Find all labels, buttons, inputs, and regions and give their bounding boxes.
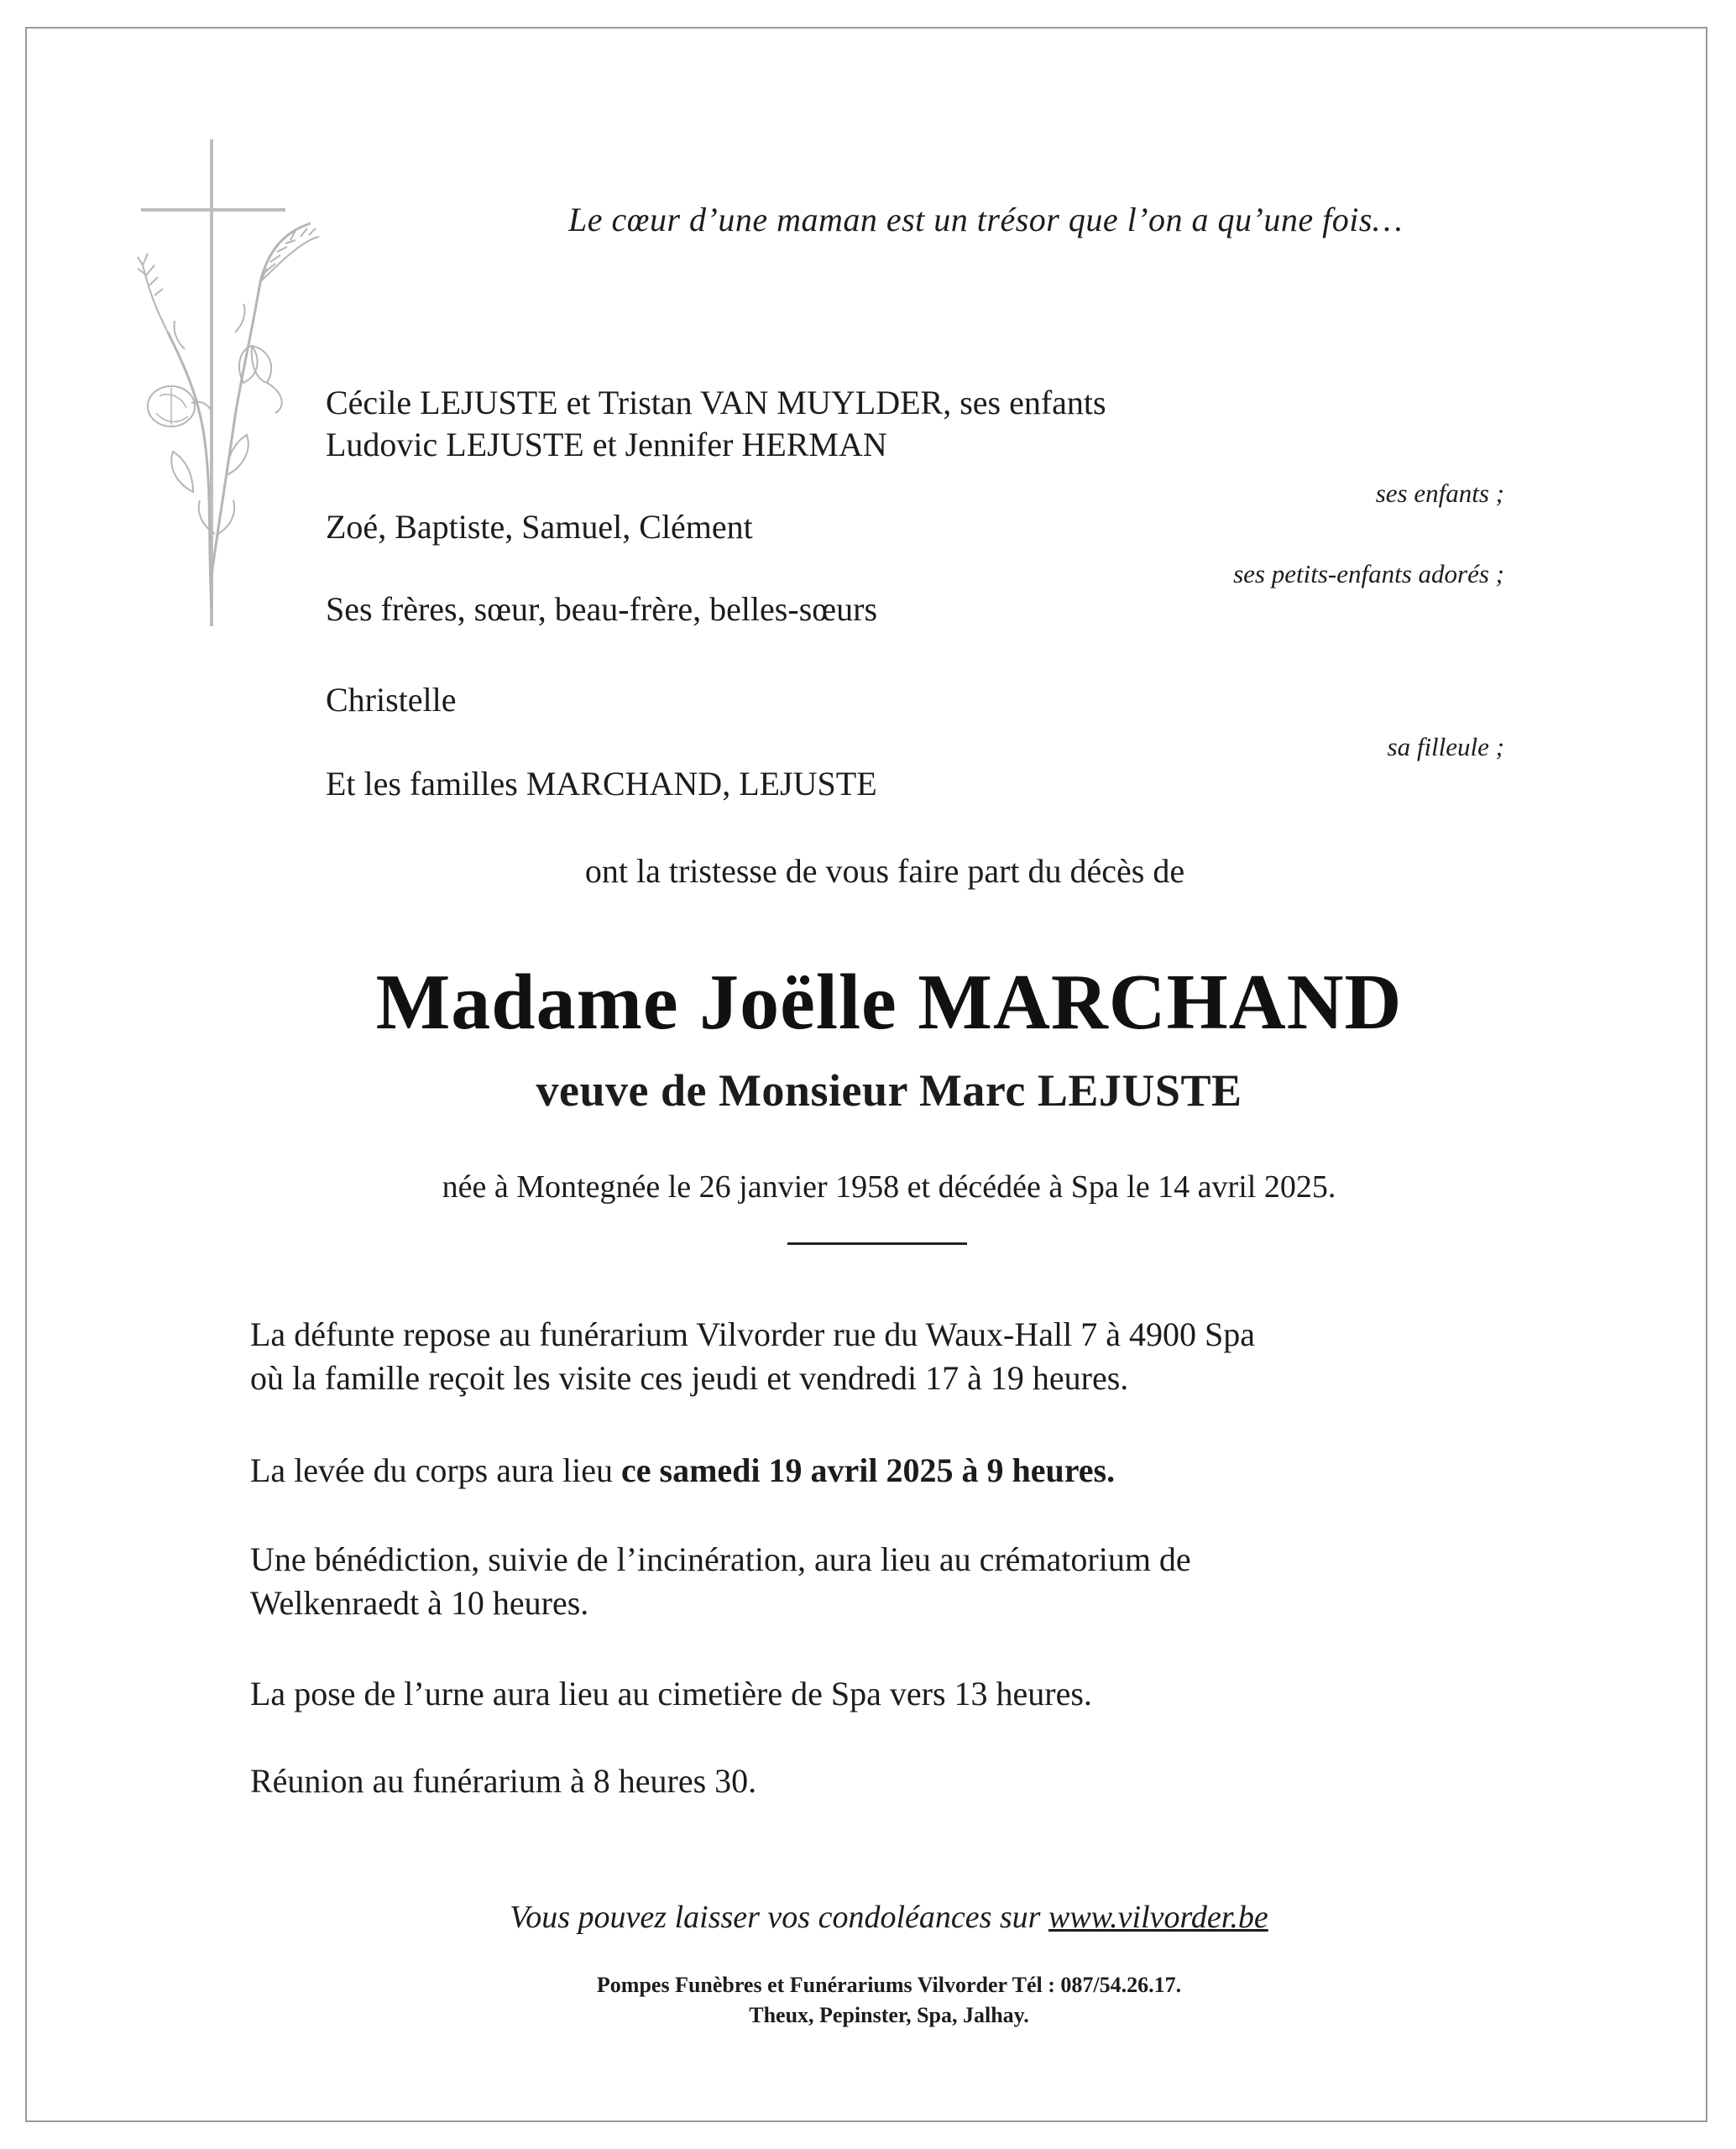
- family-line-siblings: Ses frères, sœur, beau-frère, belles-sœurs: [326, 590, 878, 628]
- family-line-children-2: Ludovic LEJUSTE et Jennifer HERMAN: [326, 426, 887, 463]
- condolences-text: Vous pouvez laisser vos condoléances sur: [510, 1900, 1048, 1935]
- details-levee: [250, 1449, 1493, 1493]
- family-line-families: Et les familles MARCHAND, LEJUSTE: [326, 765, 877, 803]
- footer-company: Pompes Funèbres et Funérariums Vilvorder Tél : 087/54.26.17.: [596, 1973, 1182, 1997]
- details-visitation: [250, 1313, 1493, 1400]
- visitation-line-2: où la famille reçoit les visite ces jeudi et vendredi 17 à 19 heures.: [250, 1359, 1129, 1397]
- deceased-name: Madame Joëlle MARCHAND: [375, 959, 1403, 1046]
- details-urn: La pose de l’urne aura lieu au cimetière de Spa vers 13 heures.: [250, 1675, 1092, 1712]
- role-goddaughter: sa filleule ;: [1387, 732, 1504, 761]
- visitation-line-1: La défunte repose au funérarium Vilvorder rue du Waux-Hall 7 à 4900 Spa: [250, 1315, 1255, 1353]
- birth-death-dates: née à Montegnée le 26 janvier 1958 et décédée à Spa le 14 avril 2025.: [442, 1169, 1336, 1205]
- benediction-line-2: Welkenraedt à 10 heures.: [250, 1584, 589, 1622]
- announcement-text: ont la tristesse de vous faire part du décès de: [584, 852, 1185, 890]
- widow-of: veuve de Monsieur Marc LEJUSTE: [536, 1065, 1242, 1116]
- role-children: ses enfants ;: [1375, 478, 1504, 508]
- benediction-line-1: Une bénédiction, suivie de l’incinération, aura lieu au crématorium de: [250, 1540, 1191, 1578]
- footer-locations: Theux, Pepinster, Spa, Jalhay.: [749, 2003, 1029, 2027]
- family-line-goddaughter: Christelle: [326, 681, 457, 719]
- condolences-line: [0, 1899, 1736, 1936]
- memorial-quote: Le cœur d’une maman est un trésor que l’on a qu’une fois…: [568, 201, 1403, 238]
- levee-prefix: La levée du corps aura lieu: [250, 1451, 622, 1489]
- condolences-link[interactable]: www.vilvorder.be: [1048, 1900, 1268, 1935]
- details-benediction: [250, 1538, 1493, 1625]
- levee-date: ce samedi 19 avril 2025 à 9 heures.: [621, 1451, 1116, 1489]
- family-line-children-1: Cécile LEJUSTE et Tristan VAN MUYLDER, ses enfants: [326, 384, 1106, 421]
- divider: [787, 1242, 967, 1245]
- family-line-grandchildren: Zoé, Baptiste, Samuel, Clément: [326, 508, 753, 546]
- role-grandchildren: ses petits-enfants adorés ;: [1233, 559, 1504, 588]
- details-reunion: Réunion au funérarium à 8 heures 30.: [250, 1762, 757, 1800]
